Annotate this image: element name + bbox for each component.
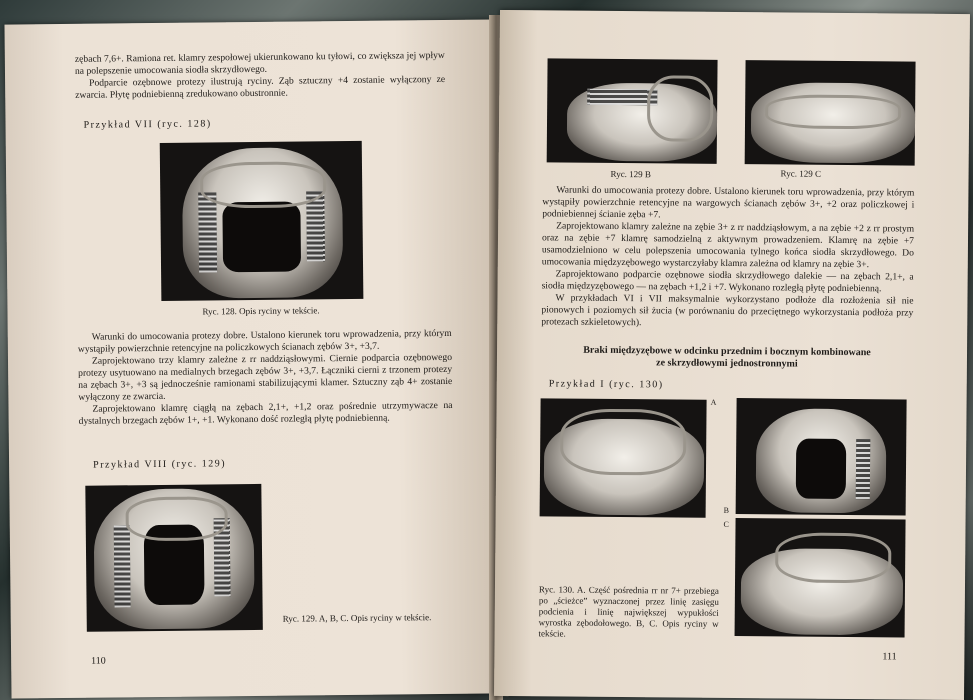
figure-129c-caption: Ryc. 129 C [780,168,822,179]
section-heading: Braki międzyzębowe w odcinku przednim i bocznym kombinowane ze skrzydłowymi jednostronnymi [583,344,871,370]
left-page [4,19,499,698]
figure-130-caption: Ryc. 130. A. Część pośrednia rr nr 7+ przebiega po „ścieżce” wyznaczonej przez linię zasięgu podcienia i linię największej wypukłości wyrostka zębodołowego. B, C. Opis ryciny w tekście. [538,584,719,639]
text-line: W przykładach VI i VII maksymalnie wykorzystano podłoże dla rozłożenia sił nie pionowych i poziomych sił żucia (w porównaniu do przeciętnego wykorzystania podłoża przy protezach szkieletowych). [541,292,914,329]
example-heading: Przykład VII (ryc. 128) [83,118,212,131]
page-number: 111 [882,651,897,663]
intro-paragraph [75,50,445,102]
text-line: Warunki do umocowania protezy dobre. Ustalono kierunek toru wprowadzenia, przy którym wystąpiły powierzchnie retencyjne na policzkowych ścianach zębów 3+, +3,7. [77,327,452,355]
page-number: 110 [91,655,106,667]
figure-129-caption: Ryc. 129. A, B, C. Opis ryciny w tekście. [282,612,432,624]
label-b: B [723,505,730,515]
text-line: Zaprojektowano klamry zależne na zębie 3+ z rr naddziąsłowym, a na zębie +2 z rr prostym oraz na zębie +7 klamrę samodzielną z aktywnym prowadzeniem. Klamrę na zębie +7 usamodzielniono w celu polepszenia umocowania tylnego końca siodła skrzydłowego. Do umocowania międzyzębowego wystarczyłaby klamra zależna od klamry na zębie 3+. [541,220,915,271]
figure-129-photo [85,484,263,632]
text-line: Zaprojektowano podparcie ozębnowe siodła skrzydłowego dalekie — na zębach 2,1+, a siodła międzyzębowego — na zębach +1,2 i +7. Wykonano rozległą płytę podniebienną. [541,268,914,295]
figure-130c-photo [735,518,906,637]
text-line: zębach 7,6+. Ramiona ret. klamry zespołowej ukierunkowano ku tyłowi, co zwiększa jej wpływ na polepszenie umocowania siodła skrzydłowego. [74,49,445,77]
conditions-paragraph [78,328,453,428]
figure-129b-photo [547,58,718,163]
figure-130a-photo [540,398,707,517]
text-line: Warunki do umocowania protezy dobre. Ustalono kierunek toru wprowadzenia, przy którym wystąpiły powierzchnie retencyjne na wargowych ścianach zębów 3+, +2 oraz policzkowej i podniebiennej ścianie zęba +7. [542,184,915,221]
figure-129c-photo [745,60,916,165]
text-line: Zaprojektowano trzy klamry zależne z rr naddziąsłowymi. Ciernie podparcia ozębnowego protezy usytuowano na medialnych brzegach zębów 3+, +3,7. Łączniki cierni z trzonem protezy na zębach 3+, +3 są jednocześnie ramionami stabilizującymi klamer. Sztuczny ząb 4+ zostanie wyłączony ze zwarcia. [78,351,453,403]
figure-128-photo [160,141,364,301]
right-page [494,10,970,700]
example-heading: Przykład I (ryc. 130) [548,378,664,391]
right-paragraph [541,184,914,331]
figure-128-caption: Ryc. 128. Opis ryciny w tekście. [202,305,320,317]
text-line: Podparcie ozębnowe protezy ilustrują ryciny. Ząb sztuczny +4 zostanie wyłączony ze zwarcia. Płytę podniebienną zredukowano obustronnie. [75,73,446,101]
label-a: A [710,397,717,407]
label-c: C [723,519,729,529]
text-line: Zaprojektowano klamrę ciągłą na zębach 2,1+, +1,2 oraz pośrednie utrzymywacze na dystalnych brzegach zębów 1+, +1. Wykonano dość rozległą płytę podniebienną. [78,399,453,427]
example-heading: Przykład VIII (ryc. 129) [93,458,227,471]
figure-129b-caption: Ryc. 129 B [610,168,652,180]
figure-130b-photo [736,398,907,515]
